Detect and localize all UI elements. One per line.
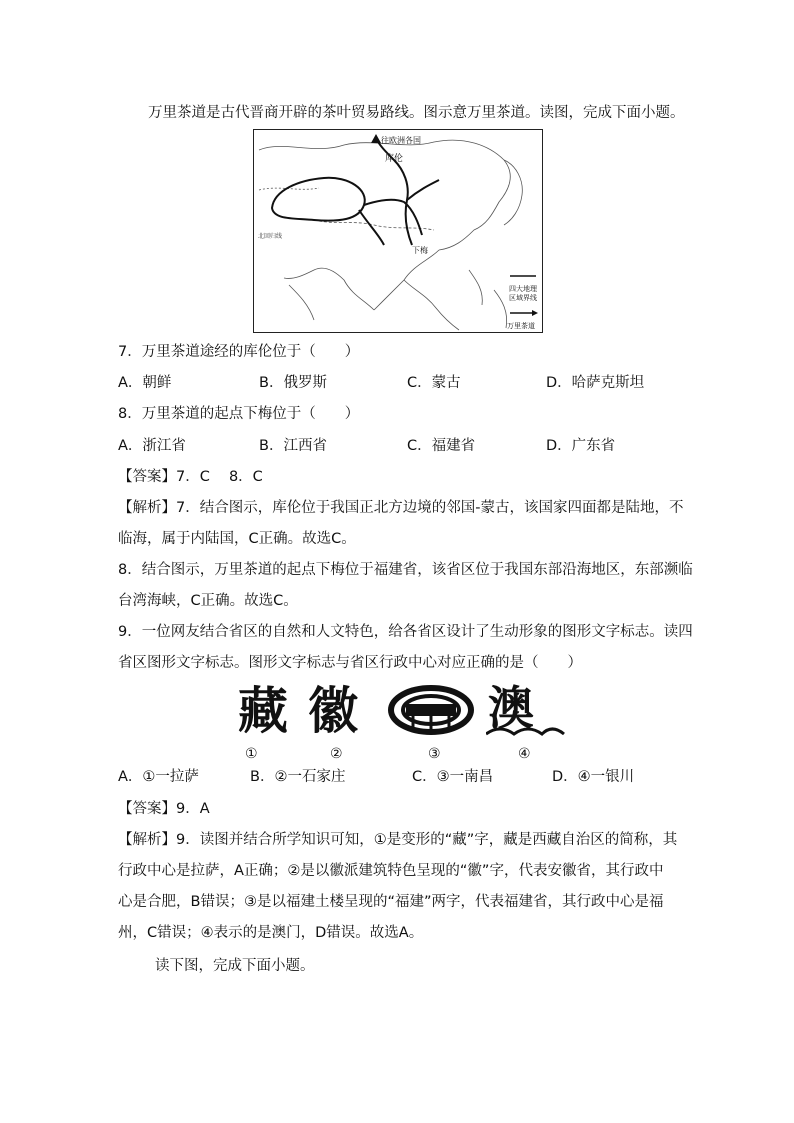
- circle-3: ③: [428, 746, 441, 762]
- logo-fujian-tulou: [388, 680, 474, 736]
- map-label-tropic: 北回归线: [258, 233, 283, 240]
- answer-label-1: 【答案】: [118, 469, 176, 485]
- q9-line-2: 省区图形文字标志。图形文字标志与省区行政中心对应正确的是（ ）: [118, 655, 582, 671]
- analysis-2-line-4: 州，C错误；④表示的是澳门，D错误。故选A。: [118, 925, 424, 941]
- analysis-2-line-2: 行政中心是拉萨，A正确；②是以徽派建筑特色呈现的“徽”字，代表安徽省，其行政中: [118, 863, 664, 879]
- answer-block-2: [118, 799, 210, 819]
- analysis-1-line-4: 台湾海峡，C正确。故选C。: [118, 593, 298, 609]
- q8-option-c: C．福建省: [407, 438, 476, 454]
- q9-option-c: C．③一南昌: [412, 769, 494, 785]
- legend-route-arrow: [532, 310, 538, 316]
- svg-text:藏: 藏: [238, 682, 288, 736]
- answer-label-2: 【答案】: [118, 801, 176, 817]
- answer-text-2: 9．A: [176, 801, 210, 817]
- q9-option-d: D．④一银川: [552, 769, 635, 785]
- q8-option-d: D．广东省: [546, 438, 616, 454]
- q8-option-b: B．江西省: [259, 438, 327, 454]
- circle-4: ④: [518, 746, 531, 762]
- analysis-1-line-3: 8．结合图示，万里茶道的起点下梅位于福建省，该省区位于我国东部沿海地区，东部濒临: [118, 562, 693, 578]
- logo-zang: [236, 680, 300, 736]
- map-label-xiamei: 下梅: [412, 246, 428, 255]
- logo-ao: [486, 680, 566, 736]
- province-logos: [236, 680, 566, 740]
- q7-stem: 7．万里茶道途经的库伦位于（ ）: [118, 344, 360, 360]
- legend-route-label: 万里茶道: [507, 322, 535, 330]
- circle-2: ②: [330, 746, 343, 762]
- analysis-label-1: 【解析】: [118, 500, 176, 516]
- q7-option-a: A．朝鲜: [118, 375, 172, 391]
- outro-text: 读下图，完成下面小题。: [155, 958, 315, 974]
- svg-text:澳: 澳: [488, 681, 534, 735]
- analysis-2-text-1: 9．读图并结合所学知识可知，①是变形的“藏”字，藏是西藏自治区的简称，其: [176, 832, 678, 848]
- analysis-label-2: 【解析】: [118, 832, 176, 848]
- answer-block-1: [118, 467, 263, 487]
- answer-text-1: 7．C 8．C: [176, 469, 263, 485]
- analysis-2-line-3: 心是合肥，B错误；③是以福建土楼呈现的“福建”两字，代表福建省，其行政中心是福: [118, 894, 664, 910]
- q7-option-d: D．哈萨克斯坦: [546, 375, 645, 391]
- logo-fujian-label: 福建: [392, 692, 394, 693]
- analysis-2-line-1: [118, 830, 677, 850]
- q9-line-1: 9．一位网友结合省区的自然和人文特色，给各省区设计了生动形象的图形文字标志。读四: [118, 624, 693, 640]
- q9-option-b: B．②一石家庄: [250, 769, 346, 785]
- q8-stem: 8．万里茶道的起点下梅位于（ ）: [118, 406, 360, 422]
- analysis-1-line-1: [118, 498, 683, 518]
- legend-boundary-label-2: 区域界线: [509, 294, 537, 302]
- tea-road-map: [253, 129, 543, 333]
- intro-text: 万里茶道是古代晋商开辟的茶叶贸易路线。图示意万里茶道。读图，完成下面小题。: [148, 105, 685, 121]
- q7-option-b: B．俄罗斯: [259, 375, 327, 391]
- q9-option-a: A．①一拉萨: [118, 769, 199, 785]
- map-label-kulun: 库伦: [385, 154, 404, 164]
- map-graphic: [254, 130, 542, 332]
- analysis-1-line-2: 临海，属于内陆国，C正确。故选C。: [118, 531, 356, 547]
- circle-1: ①: [245, 746, 258, 762]
- q7-option-c: C．蒙古: [407, 375, 461, 391]
- analysis-1-text-1: 7．结合图示，库伦位于我国正北方边境的邻国-蒙古，该国家四面都是陆地，不: [176, 500, 684, 516]
- svg-text:徽: 徽: [308, 682, 358, 736]
- logo-hui: [306, 680, 378, 736]
- map-label-europe: 往欧洲各国: [381, 136, 421, 145]
- legend-boundary-label: 四大地理: [509, 285, 537, 293]
- q8-option-a: A．浙江省: [118, 438, 186, 454]
